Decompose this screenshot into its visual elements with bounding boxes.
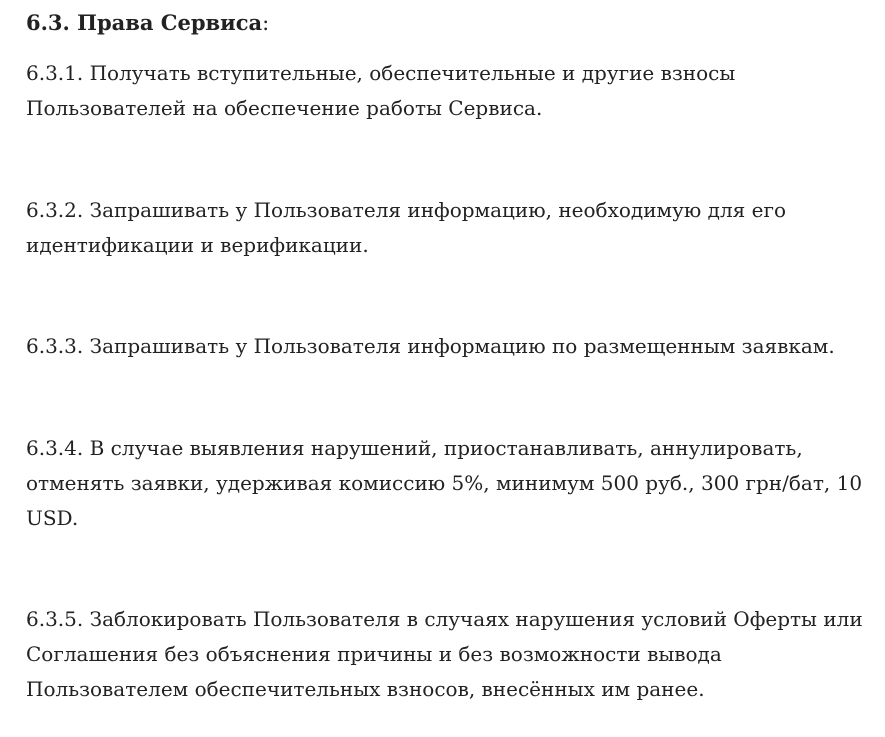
paragraph-line: USD. xyxy=(26,506,79,530)
paragraph-line: 6.3.4. В случае выявления нарушений, приостанавливать, аннулировать, xyxy=(26,436,803,460)
paragraph-line: 6.3.5. Заблокировать Пользователя в случаях нарушения условий Оферты или xyxy=(26,607,863,631)
paragraph-line: Пользователем обеспечительных взносов, внесённых им ранее. xyxy=(26,677,705,701)
section-title: 6.3. Права Сервиса xyxy=(26,10,263,35)
paragraph-line: Пользователей на обеспечение работы Сервиса. xyxy=(26,96,543,120)
paragraph-line: идентификации и верификации. xyxy=(26,233,369,257)
paragraph-line: 6.3.3. Запрашивать у Пользователя информацию по размещенным заявкам. xyxy=(26,334,835,358)
paragraph-6-3-2 xyxy=(26,193,876,263)
paragraph-line: отменять заявки, удерживая комиссию 5%, минимум 500 руб., 300 грн/бат, 10 xyxy=(26,471,863,495)
paragraph-line: 6.3.1. Получать вступительные, обеспечительные и другие взносы xyxy=(26,61,736,85)
paragraph-6-3-3 xyxy=(26,329,876,364)
paragraph-6-3-5 xyxy=(26,602,876,707)
paragraph-6-3-1 xyxy=(26,56,876,126)
paragraph-line: Соглашения без объяснения причины и без возможности вывода xyxy=(26,642,722,666)
paragraph-6-3-4 xyxy=(26,431,876,536)
section-heading xyxy=(26,8,269,38)
section-title-colon: : xyxy=(262,11,270,35)
paragraph-line: 6.3.2. Запрашивать у Пользователя информацию, необходимую для его xyxy=(26,198,786,222)
